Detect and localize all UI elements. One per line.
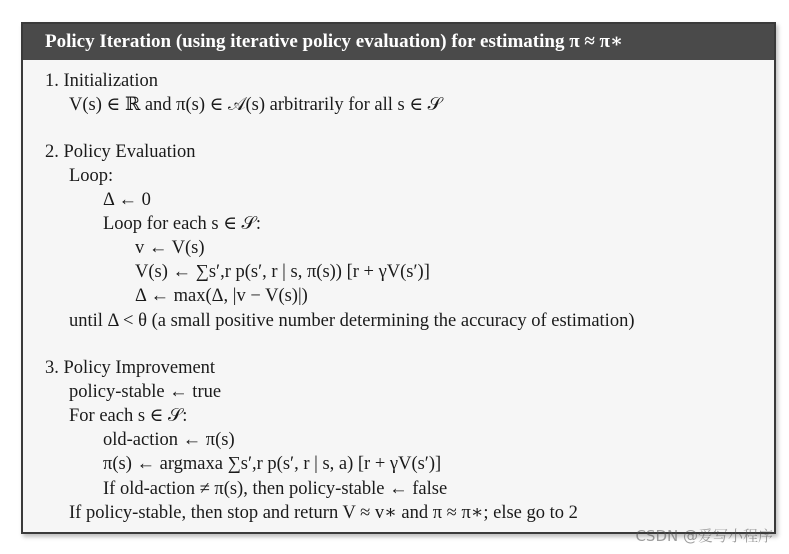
stability-check: If old-action ≠ π(s), then policy-stable ← false [103, 479, 448, 499]
initialization-statement: V(s) ∈ ℝ and π(s) ∈ 𝒜(s) arbitrarily for all s ∈ 𝒮 [69, 95, 442, 115]
step-evaluation-heading: 2. Policy Evaluation [45, 142, 196, 162]
step-initialization-heading: 1. Initialization [45, 71, 159, 91]
csdn-watermark: CSDN @爱写小程序 [635, 527, 773, 545]
value-save: v ← V(s) [135, 238, 205, 258]
delta-update: Δ ← max(Δ, |v − V(s)|) [135, 286, 308, 306]
state-loop-label: Loop for each s ∈ 𝒮: [103, 214, 261, 234]
step-improvement-heading: 3. Policy Improvement [45, 358, 216, 378]
delta-reset: Δ ← 0 [103, 190, 151, 210]
old-action-save: old-action ← π(s) [103, 430, 235, 450]
bellman-update: V(s) ← ∑s′,r p(s′, r | s, π(s)) [r + γV(s′)] [135, 262, 430, 282]
algorithm-title: Policy Iteration (using iterative policy evaluation) for estimating π ≈ π∗ [23, 24, 774, 60]
policy-stable-init: policy-stable ← true [69, 382, 222, 402]
termination-statement: If policy-stable, then stop and return V ≈ v∗ and π ≈ π∗; else go to 2 [69, 503, 578, 523]
improvement-loop-label: For each s ∈ 𝒮: [69, 406, 188, 426]
evaluation-loop-label: Loop: [69, 166, 114, 186]
greedy-policy-update: π(s) ← argmaxa ∑s′,r p(s′, r | s, a) [r + γV(s′)] [103, 454, 442, 474]
algorithm-box [21, 22, 776, 534]
convergence-condition: until Δ < θ (a small positive number determining the accuracy of estimation) [69, 311, 635, 331]
